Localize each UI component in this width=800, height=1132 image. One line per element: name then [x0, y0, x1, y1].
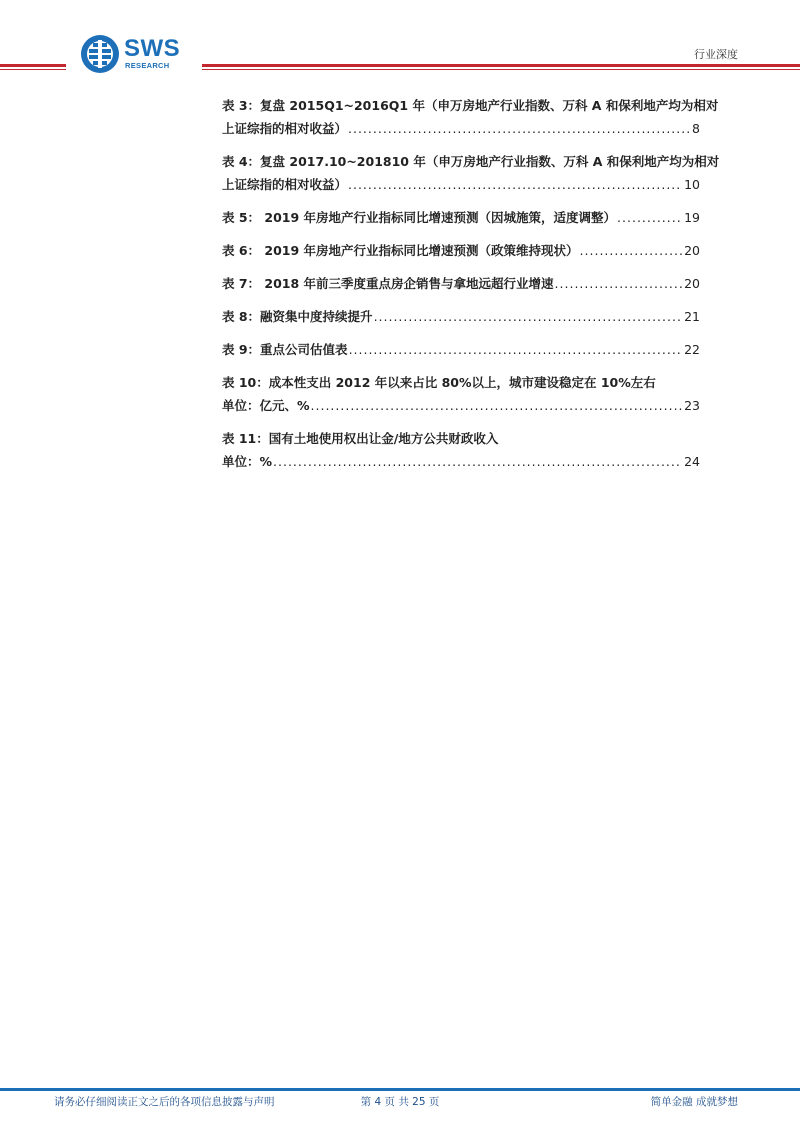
toc-entry-title: 表 7： 2018 年前三季度重点房企销售与拿地远超行业增速 [222, 276, 554, 291]
toc-entry-title-cont: 上证综指的相对收益） [222, 177, 348, 192]
sws-logo-icon [80, 34, 120, 74]
toc-entry-title-cont: 单位：% [222, 454, 273, 469]
dot-leader [348, 121, 690, 136]
footer-slogan: 简单金融 成就梦想 [650, 1096, 738, 1108]
toc-entry-title: 表 4：复盘 2017.10~201810 年（申万房地产行业指数、万科 A 和保利地产均为相对 [222, 154, 720, 169]
toc-entry-title: 表 9：重点公司估值表 [222, 342, 348, 357]
toc-entry-title: 表 10：成本性支出 2012 年以来占比 80%以上，城市建设稳定在 10%左右 [222, 375, 656, 390]
toc-entry[interactable] [222, 307, 700, 330]
page-header [0, 0, 800, 80]
toc-entry[interactable] [222, 208, 700, 231]
footer-disclaimer: 请务必仔细阅读正文之后的各项信息披露与声明 [54, 1096, 275, 1108]
toc-entry-title: 表 8：融资集中度持续提升 [222, 309, 373, 324]
dot-leader [374, 309, 683, 324]
toc-entry-title: 表 5： 2019 年房地产行业指标同比增速预测（因城施策，适度调整） [222, 210, 617, 225]
dot-leader [349, 342, 683, 357]
footer-page-number: 第 4 页 共 25 页 [360, 1096, 440, 1108]
toc-entry[interactable] [222, 96, 719, 142]
toc-entry-page: 20 [684, 276, 700, 291]
toc-entry[interactable] [222, 241, 700, 264]
toc-entry-title: 表 3：复盘 2015Q1~2016Q1 年（申万房地产行业指数、万科 A 和保利地产均为相对 [222, 98, 719, 113]
toc-entry-page: 21 [684, 309, 700, 324]
header-rule-right-thin [202, 69, 800, 70]
toc-entry-page: 24 [684, 454, 700, 469]
header-rule-left-thin [0, 69, 66, 70]
dot-leader [311, 398, 683, 413]
dot-leader [348, 177, 682, 192]
dot-leader [580, 243, 683, 258]
table-of-contents [222, 96, 720, 485]
toc-entry-page: 8 [692, 121, 700, 136]
page-footer [0, 1094, 800, 1114]
toc-entry-title: 表 6： 2019 年房地产行业指标同比增速预测（政策维持现状） [222, 243, 579, 258]
toc-entry[interactable] [222, 429, 700, 475]
dot-leader [617, 210, 682, 225]
toc-entry-page: 22 [684, 342, 700, 357]
sws-logo [80, 34, 190, 74]
report-type-label: 行业深度 [694, 48, 738, 61]
logo-subtext: RESEARCH [125, 61, 170, 70]
logo-wordmark: SWS [124, 35, 181, 62]
toc-entry[interactable] [222, 373, 700, 419]
toc-entry-title-cont: 上证综指的相对收益） [222, 121, 348, 136]
toc-entry-page: 20 [684, 243, 700, 258]
footer-rule [0, 1088, 800, 1091]
toc-entry-title: 表 11：国有土地使用权出让金/地方公共财政收入 [222, 431, 499, 446]
dot-leader [273, 454, 682, 469]
toc-entry-page: 10 [684, 177, 700, 192]
header-rule-left [0, 64, 66, 67]
toc-entry[interactable] [222, 152, 720, 198]
toc-entry[interactable] [222, 340, 700, 363]
header-rule-right [202, 64, 800, 67]
toc-entry[interactable] [222, 274, 700, 297]
toc-entry-title-cont: 单位：亿元、% [222, 398, 310, 413]
toc-entry-page: 23 [684, 398, 700, 413]
toc-entry-page: 19 [684, 210, 700, 225]
dot-leader [555, 276, 683, 291]
